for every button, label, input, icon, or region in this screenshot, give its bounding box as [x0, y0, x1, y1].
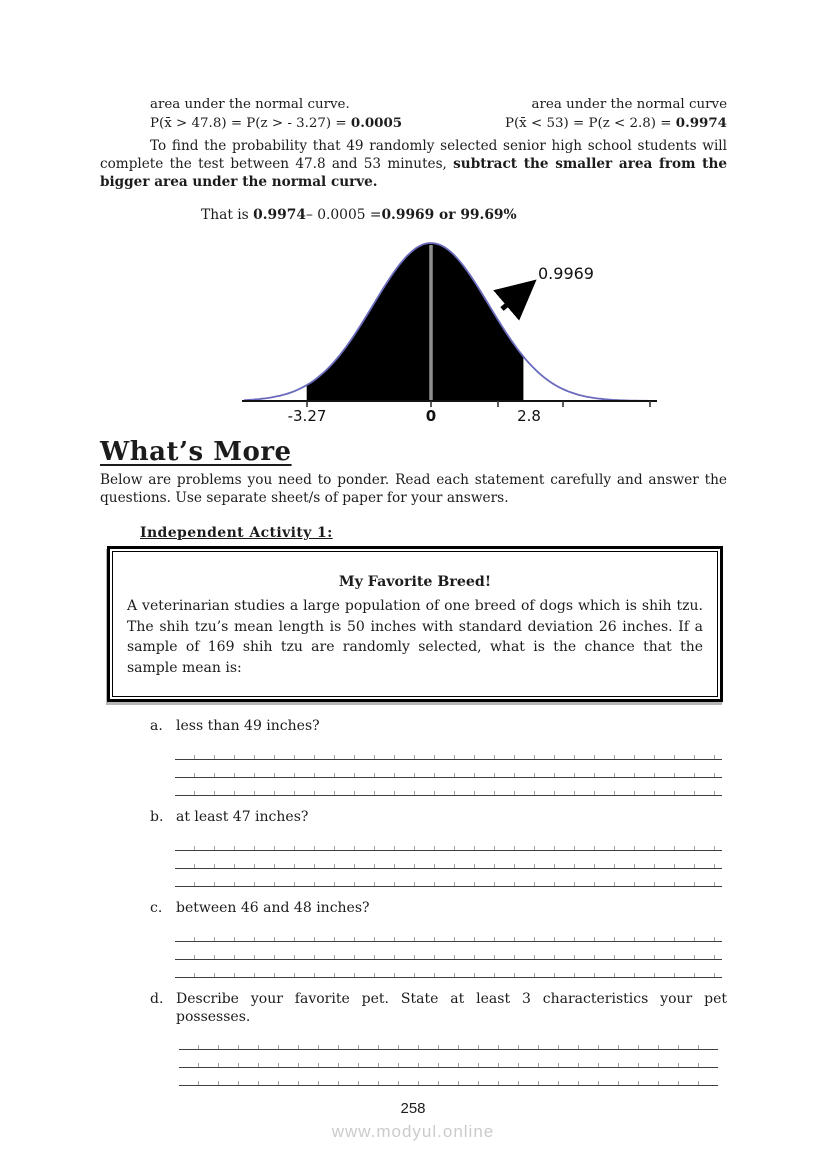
question-c — [150, 899, 727, 917]
result-mid: – 0.0005 = — [305, 207, 382, 223]
question-a-text: less than 49 inches? — [176, 718, 320, 734]
answer-line — [175, 778, 722, 796]
question-d-text: Describe your favorite pet. State at least 3 characteristics your pet possesses. — [176, 991, 727, 1025]
answer-line — [175, 742, 722, 760]
question-a — [150, 717, 727, 735]
result-value-2: 0.9969 or 99.69% — [381, 207, 517, 223]
normal-curve-svg — [240, 235, 660, 425]
left-probability-formula — [150, 114, 402, 133]
annotation-arrow — [502, 286, 529, 309]
problem-box — [107, 546, 723, 702]
question-b — [150, 808, 727, 826]
answer-line — [175, 851, 722, 869]
tick-label-2-8: 2.8 — [517, 407, 541, 425]
answer-line — [175, 833, 722, 851]
result-prefix: That is — [201, 207, 254, 223]
answer-line — [175, 924, 722, 942]
whats-more-intro: Below are problems you need to ponder. Read each statement carefully and answer the questions. Use separate sheet/s of paper for your answers. — [100, 472, 727, 506]
question-a-answer-lines — [175, 742, 722, 796]
problem-title: My Favorite Breed! — [338, 574, 492, 590]
section-heading-whats-more: What’s More — [100, 437, 292, 467]
answer-line — [179, 1068, 718, 1086]
right-formula-value: 0.9974 — [675, 115, 727, 131]
answer-line — [175, 960, 722, 978]
question-list — [100, 717, 727, 1086]
question-c-marker: c. — [150, 900, 163, 916]
right-formula-text: P(x̄ < 53) = P(z < 2.8) = — [504, 116, 676, 131]
answer-line — [175, 760, 722, 778]
left-formula-text: P(x̄ > 47.8) = P(z > - 3.27) = — [150, 116, 351, 131]
result-line — [100, 207, 727, 223]
question-b-answer-lines — [175, 833, 722, 887]
question-a-marker: a. — [150, 718, 163, 734]
solution-columns — [100, 96, 727, 133]
normal-curve-chart — [240, 235, 660, 425]
solution-paragraph-bold: subtract the smaller area from the bigger area under the normal curve. — [100, 156, 727, 190]
question-b-marker: b. — [150, 809, 164, 825]
question-c-answer-lines — [175, 924, 722, 978]
answer-line — [179, 1032, 718, 1050]
watermark: www.modyul.online — [331, 1122, 495, 1141]
answer-line — [179, 1050, 718, 1068]
page-number: 258 — [400, 1100, 426, 1117]
right-probability-formula — [505, 114, 727, 133]
solution-left-column — [100, 96, 402, 133]
left-formula-value: 0.0005 — [350, 115, 403, 131]
question-c-text: between 46 and 48 inches? — [176, 900, 370, 916]
tick-label-zero: 0 — [425, 407, 437, 425]
left-caption: area under the normal curve. — [150, 97, 350, 112]
problem-body: A veterinarian studies a large population of one breed of dogs which is shih tzu. The shih tzu’s mean length is 50 inches with standard deviation 26 inches. If a sample of 169 shih tzu are randomly selected, what is the chance that the sample mean is: — [127, 598, 703, 676]
answer-line — [175, 942, 722, 960]
tick-label-minus-3-27: -3.27 — [287, 407, 327, 425]
solution-paragraph — [100, 137, 727, 191]
activity-label: Independent Activity 1: — [140, 525, 333, 541]
question-d-marker: d. — [150, 991, 164, 1007]
question-d-answer-lines — [179, 1032, 718, 1086]
question-b-text: at least 47 inches? — [176, 809, 309, 825]
area-annotation-label: 0.9969 — [538, 264, 594, 283]
solution-right-column — [505, 96, 727, 133]
question-d — [150, 990, 727, 1026]
right-caption: area under the normal curve — [531, 97, 727, 112]
solution-paragraph-normal: To find the probability that 49 randomly selected senior high school students will complete the test between 47.8 and 53 minutes, — [100, 138, 727, 172]
result-value-1: 0.9974 — [253, 207, 306, 223]
answer-line — [175, 869, 722, 887]
problem-box-inner — [112, 551, 718, 697]
shaded-area-region — [307, 243, 524, 402]
